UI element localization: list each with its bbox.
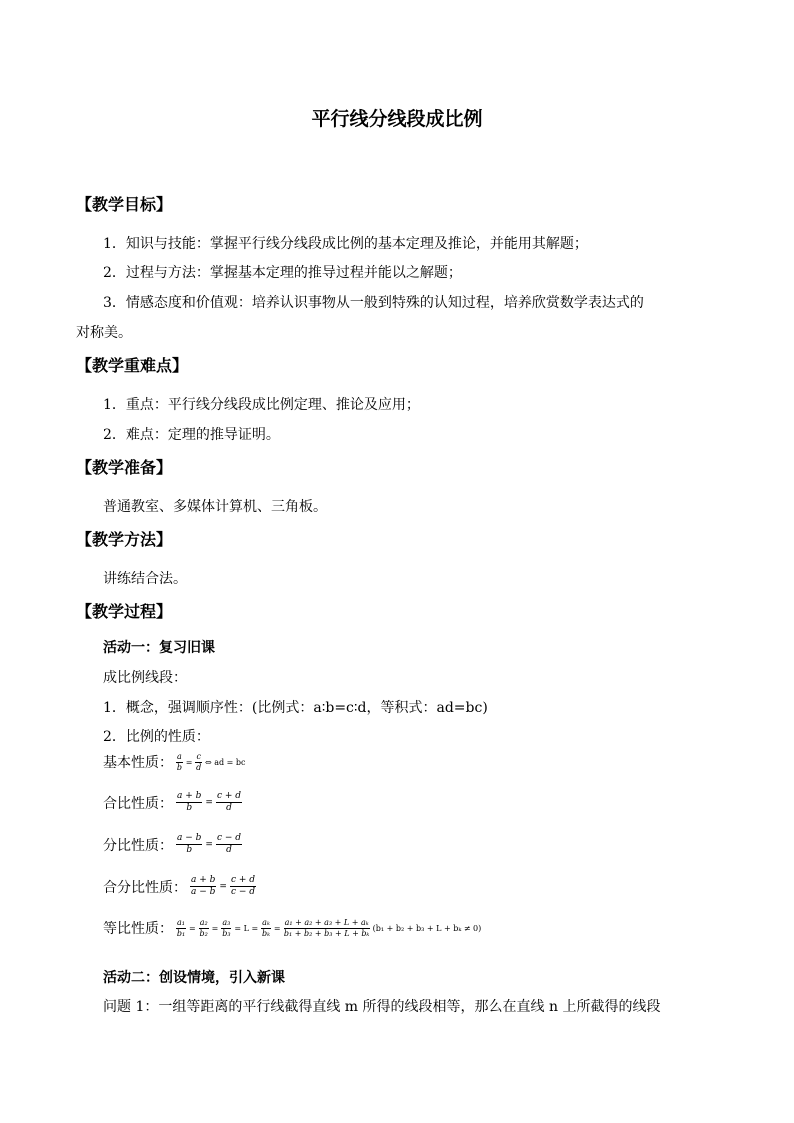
key-point-item-2: 2．难点：定理的推导证明。 [103,427,280,443]
denominator: b₁ [176,928,186,938]
equivalence-expression: ⇔ ad = bc [204,757,246,767]
numerator: a [177,751,182,761]
objective-item-2: 2．过程与方法：掌握基本定理的推导过程并能以之解题； [103,265,462,281]
question-1-text: 问题 1：一组等距离的平行线截得直线 m 所得的线段相等，那么在直线 n 上所截得的线段 [103,999,661,1015]
difference-property-formula [175,834,243,855]
numerator: a₂ [199,917,208,927]
denominator: d [226,803,232,813]
fraction [221,919,231,938]
fraction [195,753,201,772]
fraction [176,792,202,813]
key-point-item-1: 1．重点：平行线分线段成比例定理、推论及应用； [103,397,420,413]
ellipsis-equals: = L = [234,923,259,933]
fraction [216,834,242,855]
denominator: bₖ [261,928,271,938]
equals-sign: = [219,881,227,892]
fraction [216,792,242,813]
sum-property-row [103,792,243,813]
equals-sign: = [205,839,213,850]
sum-difference-property-formula [189,876,257,897]
section-heading-key-points: 【教学重难点】 [76,356,189,375]
process-line-3: 2．比例的性质： [103,729,210,745]
numerator: a − b [177,833,202,843]
denominator: b₂ [199,928,208,938]
difference-property-label: 分比性质： [103,837,173,854]
objective-item-1: 1．知识与技能：掌握平行线分线段成比例的基本定理及推论，并能用其解题； [103,236,588,252]
equal-ratio-property-row [103,918,483,938]
fraction [199,919,209,938]
condition: (b₁ + b₂ + b₃ + L + bₖ ≠ 0) [372,923,482,933]
equal-ratio-property-label: 等比性质： [103,921,173,937]
denominator: b₁ + b₂ + b₃ + L + bₖ [283,928,370,938]
fraction [261,919,271,938]
denominator: c − d [230,887,256,897]
sum-difference-property-row [103,876,257,897]
numerator: c + d [216,791,242,801]
denominator: d [226,845,232,855]
numerator: aₖ [262,917,270,927]
objective-item-3-line-2: 对称美。 [76,325,132,341]
activity-2-heading: 活动二：创设情境，引入新课 [103,970,285,986]
preparation-text: 普通教室、多媒体计算机、三角板。 [103,499,327,515]
sum-property-formula [175,792,243,813]
fraction [176,753,183,772]
denominator: d [196,762,202,772]
denominator: b [186,803,193,813]
activity-1-heading: 活动一：复习旧课 [103,640,215,656]
page-title: 平行线分线段成比例 [311,108,483,130]
method-text: 讲练结合法。 [103,571,187,587]
denominator: b [176,762,182,772]
section-heading-method: 【教学方法】 [76,530,173,549]
difference-property-row [103,834,243,855]
denominator: b [186,845,193,855]
section-heading-objectives: 【教学目标】 [76,195,173,214]
denominator: a − b [191,887,216,897]
fraction [176,919,186,938]
denominator: b₃ [222,928,231,938]
numerator: a₃ [222,917,231,927]
basic-property-formula [175,753,248,772]
numerator: a + b [191,875,216,885]
equals-sign: = [205,797,213,808]
numerator: a₁ [177,917,185,927]
fraction [230,876,256,897]
basic-property-label: 基本性质： [103,755,173,771]
section-heading-preparation: 【教学准备】 [76,458,173,477]
numerator: c − d [216,833,242,843]
process-line-2: 1．概念，强调顺序性：(比例式：a∶b=c∶d，等积式：ad=bc) [103,700,488,716]
fraction [190,876,216,897]
numerator: c + d [230,875,256,885]
objective-item-3-line-1: 3．情感态度和价值观：培养认识事物从一般到特殊的认知过程，培养欣赏数学表达式的 [103,295,644,311]
equals-sign: = [185,757,193,767]
basic-property-row [103,752,248,772]
sum-property-label: 合比性质： [103,795,173,812]
fraction [176,834,202,855]
numerator: c [196,751,201,761]
equal-ratio-property-formula: $\frac{\text{a₁}}{\text{b₁}}$ = $\frac{\text{a₂}}{\text{b₂}}$ = $\frac{\text{a₃}}{\text{b₃}}$ = L = $\frac{\text{aₖ}}{\text{bₖ}}$ = $\frac{\text{a₁ + a₂ + a₃ + L + aₖ}}{\text{b₁ + b₂ + b₃ + L + bₖ}}$ (b₁ + b₂ + b₃ + L + bₖ ≠ 0) [176,917,482,938]
numerator: a₁ + a₂ + a₃ + L + aₖ [284,917,369,927]
section-heading-process: 【教学过程】 [76,602,173,621]
numerator: a + b [177,791,202,801]
fraction [284,919,370,938]
sum-difference-property-label: 合分比性质： [103,879,187,896]
process-line-1: 成比例线段： [103,670,187,686]
